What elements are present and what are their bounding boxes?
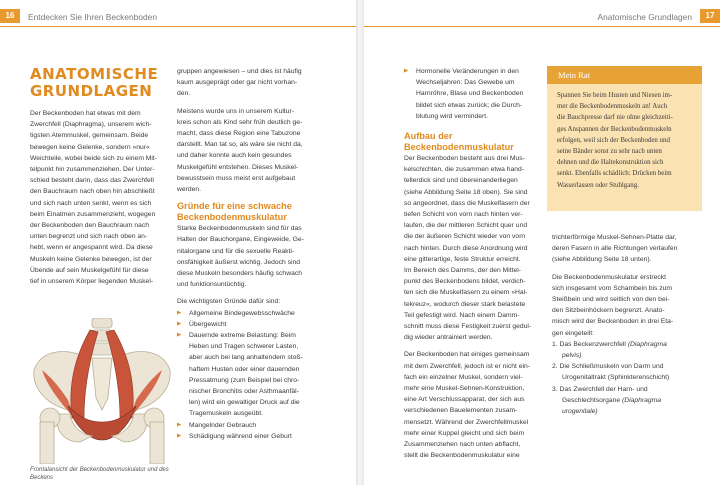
- subheading-reasons: Gründe für eine schwache Beckenbodenmuskulatur: [177, 201, 292, 223]
- list-item: 1. Das Beckenzwerchfell (Diaphragma pelvis): [552, 340, 667, 360]
- list-item: ▶ Schädigung während einer Geburt: [177, 431, 322, 442]
- paragraph: Starke Beckenbodenmuskeln sind für das Halten der Bauchorgane, Eingeweide, Ge- nitalorgane und für die sexuelle Reakti- onsfähigkeit äußerst wichtig. Jedoch sind diese Muskeln besonders häufig schwach und funktionsuntüchtig.: [177, 225, 304, 289]
- book-gutter: [356, 0, 364, 485]
- pelvis-illustration: [28, 318, 176, 464]
- right-column-2: [552, 232, 692, 417]
- advice-box-text: Spannen Sie beim Husten und Niesen im- mer die Beckenbodenmuskeln an! Auch die Bauchpresse darf nie ohne gleichzeiti- ges Anspannen der Beckenbodenmuskeln erfolgen, weil sich der Beckenboden und seine Bänder sonst zu sehr nach unten dehnen und die Haltekonstruktion sich senkt. Ebenfalls schädlich: Drücken beim Wasserlassen oder Stuhlgang.: [557, 92, 673, 189]
- running-head: Entdecken Sie Ihren Beckenboden: [28, 12, 157, 22]
- reasons-list-continued: [404, 66, 541, 122]
- paragraph: trichterförmige Muskel-Sehnen-Platte dar, deren Fasern in alle Richtungen verlaufen (siehe Abbildung Seite 18 unten).: [552, 234, 678, 264]
- reasons-list: [177, 308, 322, 442]
- reasons-intro: Die wichtigsten Gründe dafür sind:: [177, 298, 281, 306]
- paragraph: Der Beckenboden hat einiges gemeinsam mit dem Zwerchfell, jedoch ist er nicht ein- fach ein einzelner Muskel, sondern viel- mehr eine Muskel-Sehnen-Konstruktion, eine Art Verschlussapparat, der sich aus verschiedenen Bauelementen zusam- mensetzt. Während der Zwerchfellmuskel mehr einer Kuppel gleicht und sich beim Zusammenziehen nach unten abflacht, stellt die Beckenbodenmuskulatur eine: [404, 351, 531, 460]
- layers-list: [552, 339, 692, 417]
- header-rule: [364, 26, 720, 27]
- figure-caption: Frontalansicht der Beckenbodenmuskulatur und des Beckens: [30, 467, 169, 481]
- list-item: ▶ Allgemeine Bindegewebsschwäche: [177, 308, 322, 319]
- list-item: 3. Das Zwerchfell der Harn- und Geschlechtsorgane (Diaphragma urogenitale): [552, 385, 662, 416]
- intro-text: Der Beckenboden hat etwas mit dem Zwerchfell (Diaphragma), unserem wich- tigsten Atemmuskel, gemeinsam. Beide bewegen keine Gelenke, sondern »nur« Weichteile, wobei beide sich zu einem Mit- telpunkt hin zusammenziehen. Der Unter- schied besteht darin, dass das Zwerchfell den Bauchraum nach oben hin abschließt und sich nach unten senkt, wenn es sich beim Einatmen zusammenzieht, wogegen der Beckenboden den Bauchraum nach unten begrenzt und sich nach oben an- hebt, wenn er angespannt wird. Da diese Muskeln keine Gelenke bewegen, ist der Übende auf sein Muskelgefühl für diese tief in unserem Körper liegenden Muskel-: [30, 110, 158, 286]
- left-column-1: [30, 66, 167, 287]
- page-number: 17: [700, 9, 720, 23]
- list-item: 2. Die Schließmuskeln von Darm und Urogenitaltrakt (Sphinkterenschicht): [552, 363, 670, 382]
- left-page: [0, 0, 356, 485]
- header-rule: [0, 26, 356, 27]
- list-item: ▶ Übergewicht: [177, 319, 322, 330]
- left-column-2: [177, 66, 322, 442]
- advice-box-title: Mein Rat: [547, 66, 702, 84]
- subheading-structure: Aufbau der Beckenbodenmuskulatur: [404, 131, 514, 153]
- right-column-1: [404, 66, 541, 462]
- list-item: ▶ Dauernde extreme Belastung: Beim Heben und Tragen schwerer Lasten, aber auch bei lang anhaltendem stoß- haftem Husten oder einer dauernden Pressatmung (zum Beispiel bei chro- nischer Bronchitis oder Asthmaanfäl- len) wird ein gewaltiger Druck auf die Tragemuskeln ausgeübt.: [177, 330, 322, 420]
- paragraph: Die Beckenbodenmuskulatur erstreckt sich insgesamt vom Schambein bis zum Steißbein und wird seitlich von den bei- den Sitzbeinhöckern begrenzt. Anato- misch wird der Beckenboden in drei Eta- gen eingeteilt:: [552, 273, 674, 337]
- list-item: ▶ Mangelnder Gebrauch: [177, 420, 322, 431]
- page-title: ANATOMISCHE GRUNDLAGEN: [30, 65, 159, 100]
- list-item: ▶ Hormonelle Veränderungen in den Wechseljahren: Das Gewebe um Harnröhre, Blase und Beckenboden bildet sich etwas zurück; die Durch- blutung wird vermindert.: [404, 66, 541, 122]
- paragraph: gruppen angewiesen – und dies ist häufig kaum ausgeprägt oder gar nicht vorhan- den.: [177, 68, 302, 98]
- page-number: 16: [0, 9, 20, 23]
- right-page: [364, 0, 720, 485]
- paragraph: Der Beckenboden besteht aus drei Mus- kelschichten, die zusammen etwa hand- tellerdick sind und übereinanderliegen (siehe Abbildung Seite 18 oben). Sie sind so angeordnet, dass die Muskelfasern der tiefen Schicht von vorn nach hinten ver- laufen, die der mittleren Schicht quer und die der äußeren Schicht wieder von vorn nach hinten. Durch diese Anordnung wird eine gitterartige, feste Struktur erreicht. Im Bereich des Damms, der den Mittel- punkt des Beckenbodens bildet, verdich- ten sich die Muskelfasern zu einem »Hal- tekreuz«, wodurch dieser stark belastete Teil gefestigt wird. Nach einem Damm- schnitt muss diese Festigkeit zuerst gedul- dig wieder antrainiert werden.: [404, 155, 532, 342]
- paragraph: Meistens wurde uns in unserem Kultur- kreis schon als Kind sehr früh deutlich ge- macht, dass diese Region eine Tabuzone darstellt. Man tat so, als wäre sie nicht da, und daher konnte auch kein gesundes Muskelgefühl entstehen. Dieses Muskel- bewusstsein muss meist erst aufgebaut werden.: [177, 107, 303, 194]
- advice-box: [547, 66, 702, 211]
- running-head: Anatomische Grundlagen: [597, 12, 692, 22]
